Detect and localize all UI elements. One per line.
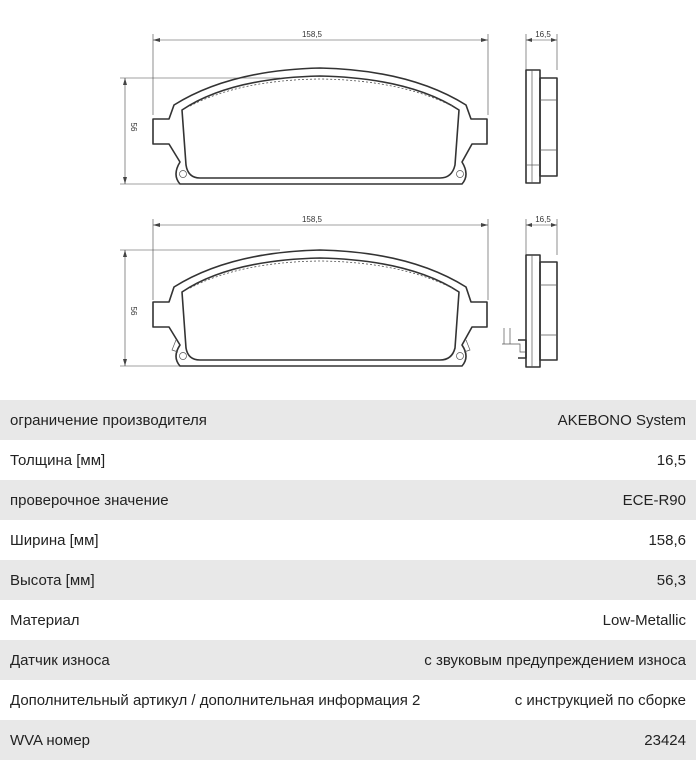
spec-row-wear-sensor <box>0 640 696 680</box>
spec-value: AKEBONO System <box>557 411 686 429</box>
spec-value: 158,6 <box>648 531 686 549</box>
spec-value: ECE-R90 <box>622 491 686 509</box>
spec-label: Высота [мм] <box>10 571 95 589</box>
spec-value: Low-Metallic <box>602 611 686 629</box>
spec-value: 16,5 <box>656 451 686 469</box>
thickness-dimension-label: 16,5 <box>535 30 551 39</box>
spec-label: ограничение производителя <box>10 411 207 429</box>
thickness-dimension-label: 16,5 <box>535 215 551 224</box>
spec-row-supplementary-info <box>0 680 696 720</box>
specifications-table <box>0 400 696 760</box>
width-dimension-label: 158,5 <box>301 30 323 39</box>
spec-row-thickness <box>0 440 696 480</box>
spec-label: Датчик износа <box>10 651 110 669</box>
spec-label: Толщина [мм] <box>10 451 106 469</box>
spec-row-test-mark <box>0 480 696 520</box>
height-dimension-label: 56 <box>129 122 138 132</box>
spec-label: Дополнительный артикул / дополнительная информация 2 <box>10 691 421 709</box>
spec-label: Ширина [мм] <box>10 531 99 549</box>
spec-label: Материал <box>10 611 80 629</box>
spec-row-wva-number <box>0 720 696 760</box>
spec-label: проверочное значение <box>10 491 169 509</box>
spec-row-height <box>0 560 696 600</box>
pad-drawing-top <box>120 30 557 184</box>
width-dimension-label: 158,5 <box>301 215 323 224</box>
spec-value: 56,3 <box>656 571 686 589</box>
spec-row-manufacturer-restriction <box>0 400 696 440</box>
spec-value: с звуковым предупреждением износа <box>424 651 686 669</box>
spec-row-width <box>0 520 696 560</box>
pad-drawing-bottom <box>120 215 557 367</box>
spec-value: с инструкцией по сборке <box>514 691 686 709</box>
height-dimension-label: 56 <box>129 306 138 316</box>
spec-row-material <box>0 600 696 640</box>
spec-value: 23424 <box>644 731 686 749</box>
spec-label: WVA номер <box>10 731 91 749</box>
